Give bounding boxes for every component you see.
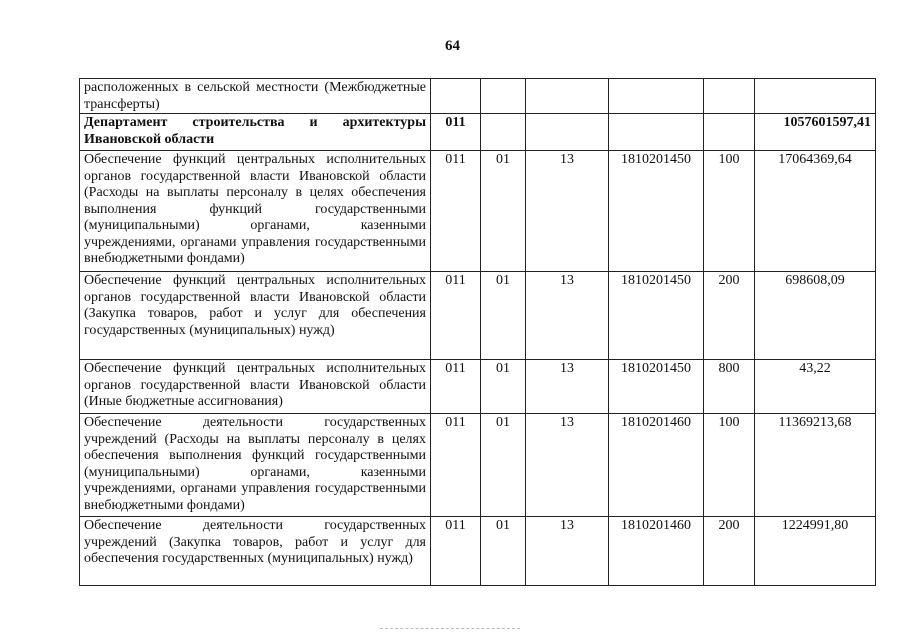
scan-artifact [380,628,520,631]
subsection-code: 13 [526,414,609,517]
subsection-code [526,79,609,114]
expense-type-code [704,79,755,114]
ministry-code [431,79,481,114]
subsection-code: 13 [526,360,609,414]
ministry-code: 011 [431,114,481,151]
section-code: 01 [481,517,526,586]
budget-table [79,78,876,586]
section-code: 01 [481,414,526,517]
target-article-code: 1810201450 [609,272,704,360]
section-code: 01 [481,151,526,272]
subsection-code [526,114,609,151]
section-code [481,114,526,151]
expense-type-code: 200 [704,272,755,360]
ministry-code: 011 [431,151,481,272]
row-description: расположенных в сельской местности (Межбюджетные трансферты) [80,79,431,114]
amount [755,79,876,114]
table-row [80,79,876,114]
ministry-code: 011 [431,517,481,586]
row-description: Обеспечение функций центральных исполнительных органов государственной власти Ивановской области (Иные бюджетные ассигнования) [80,360,431,414]
table-row [80,360,876,414]
subsection-code: 13 [526,151,609,272]
target-article-code [609,79,704,114]
amount: 17064369,64 [755,151,876,272]
expense-type-code: 800 [704,360,755,414]
amount: 698608,09 [755,272,876,360]
expense-type-code: 200 [704,517,755,586]
row-description: Департамент строительства и архитектуры Ивановской области [80,114,431,151]
row-description: Обеспечение функций центральных исполнительных органов государственной власти Ивановской области (Расходы на выплаты персоналу в целях обеспечения выполнения функций государственными (муниципальными) органами, казенными учреждениями, органами управления государственными внебюджетными фондами) [80,151,431,272]
amount: 1057601597,41 [755,114,876,151]
row-description: Обеспечение деятельности государственных учреждений (Расходы на выплаты персоналу в целях обеспечения выполнения функций государственными (муниципальными) органами, казенными учреждениями, органами управления государственными внебюджетными фондами) [80,414,431,517]
expense-type-code: 100 [704,151,755,272]
target-article-code: 1810201460 [609,414,704,517]
expense-type-code [704,114,755,151]
section-code: 01 [481,272,526,360]
ministry-code: 011 [431,272,481,360]
ministry-code: 011 [431,360,481,414]
ministry-code: 011 [431,414,481,517]
target-article-code: 1810201450 [609,151,704,272]
table-row [80,151,876,272]
expense-type-code: 100 [704,414,755,517]
table-row [80,272,876,360]
target-article-code: 1810201450 [609,360,704,414]
section-code [481,79,526,114]
table-row-department [80,114,876,151]
target-article-code: 1810201460 [609,517,704,586]
table-row [80,414,876,517]
table-row [80,517,876,586]
row-description: Обеспечение функций центральных исполнительных органов государственной власти Ивановской области (Закупка товаров, работ и услуг для обеспечения государственных (муниципальных) нужд) [80,272,431,360]
subsection-code: 13 [526,517,609,586]
page-number: 64 [445,38,460,54]
target-article-code [609,114,704,151]
section-code: 01 [481,360,526,414]
row-description: Обеспечение деятельности государственных учреждений (Закупка товаров, работ и услуг для обеспечения государственных (муниципальных) нужд) [80,517,431,586]
amount: 43,22 [755,360,876,414]
subsection-code: 13 [526,272,609,360]
amount: 11369213,68 [755,414,876,517]
amount: 1224991,80 [755,517,876,586]
